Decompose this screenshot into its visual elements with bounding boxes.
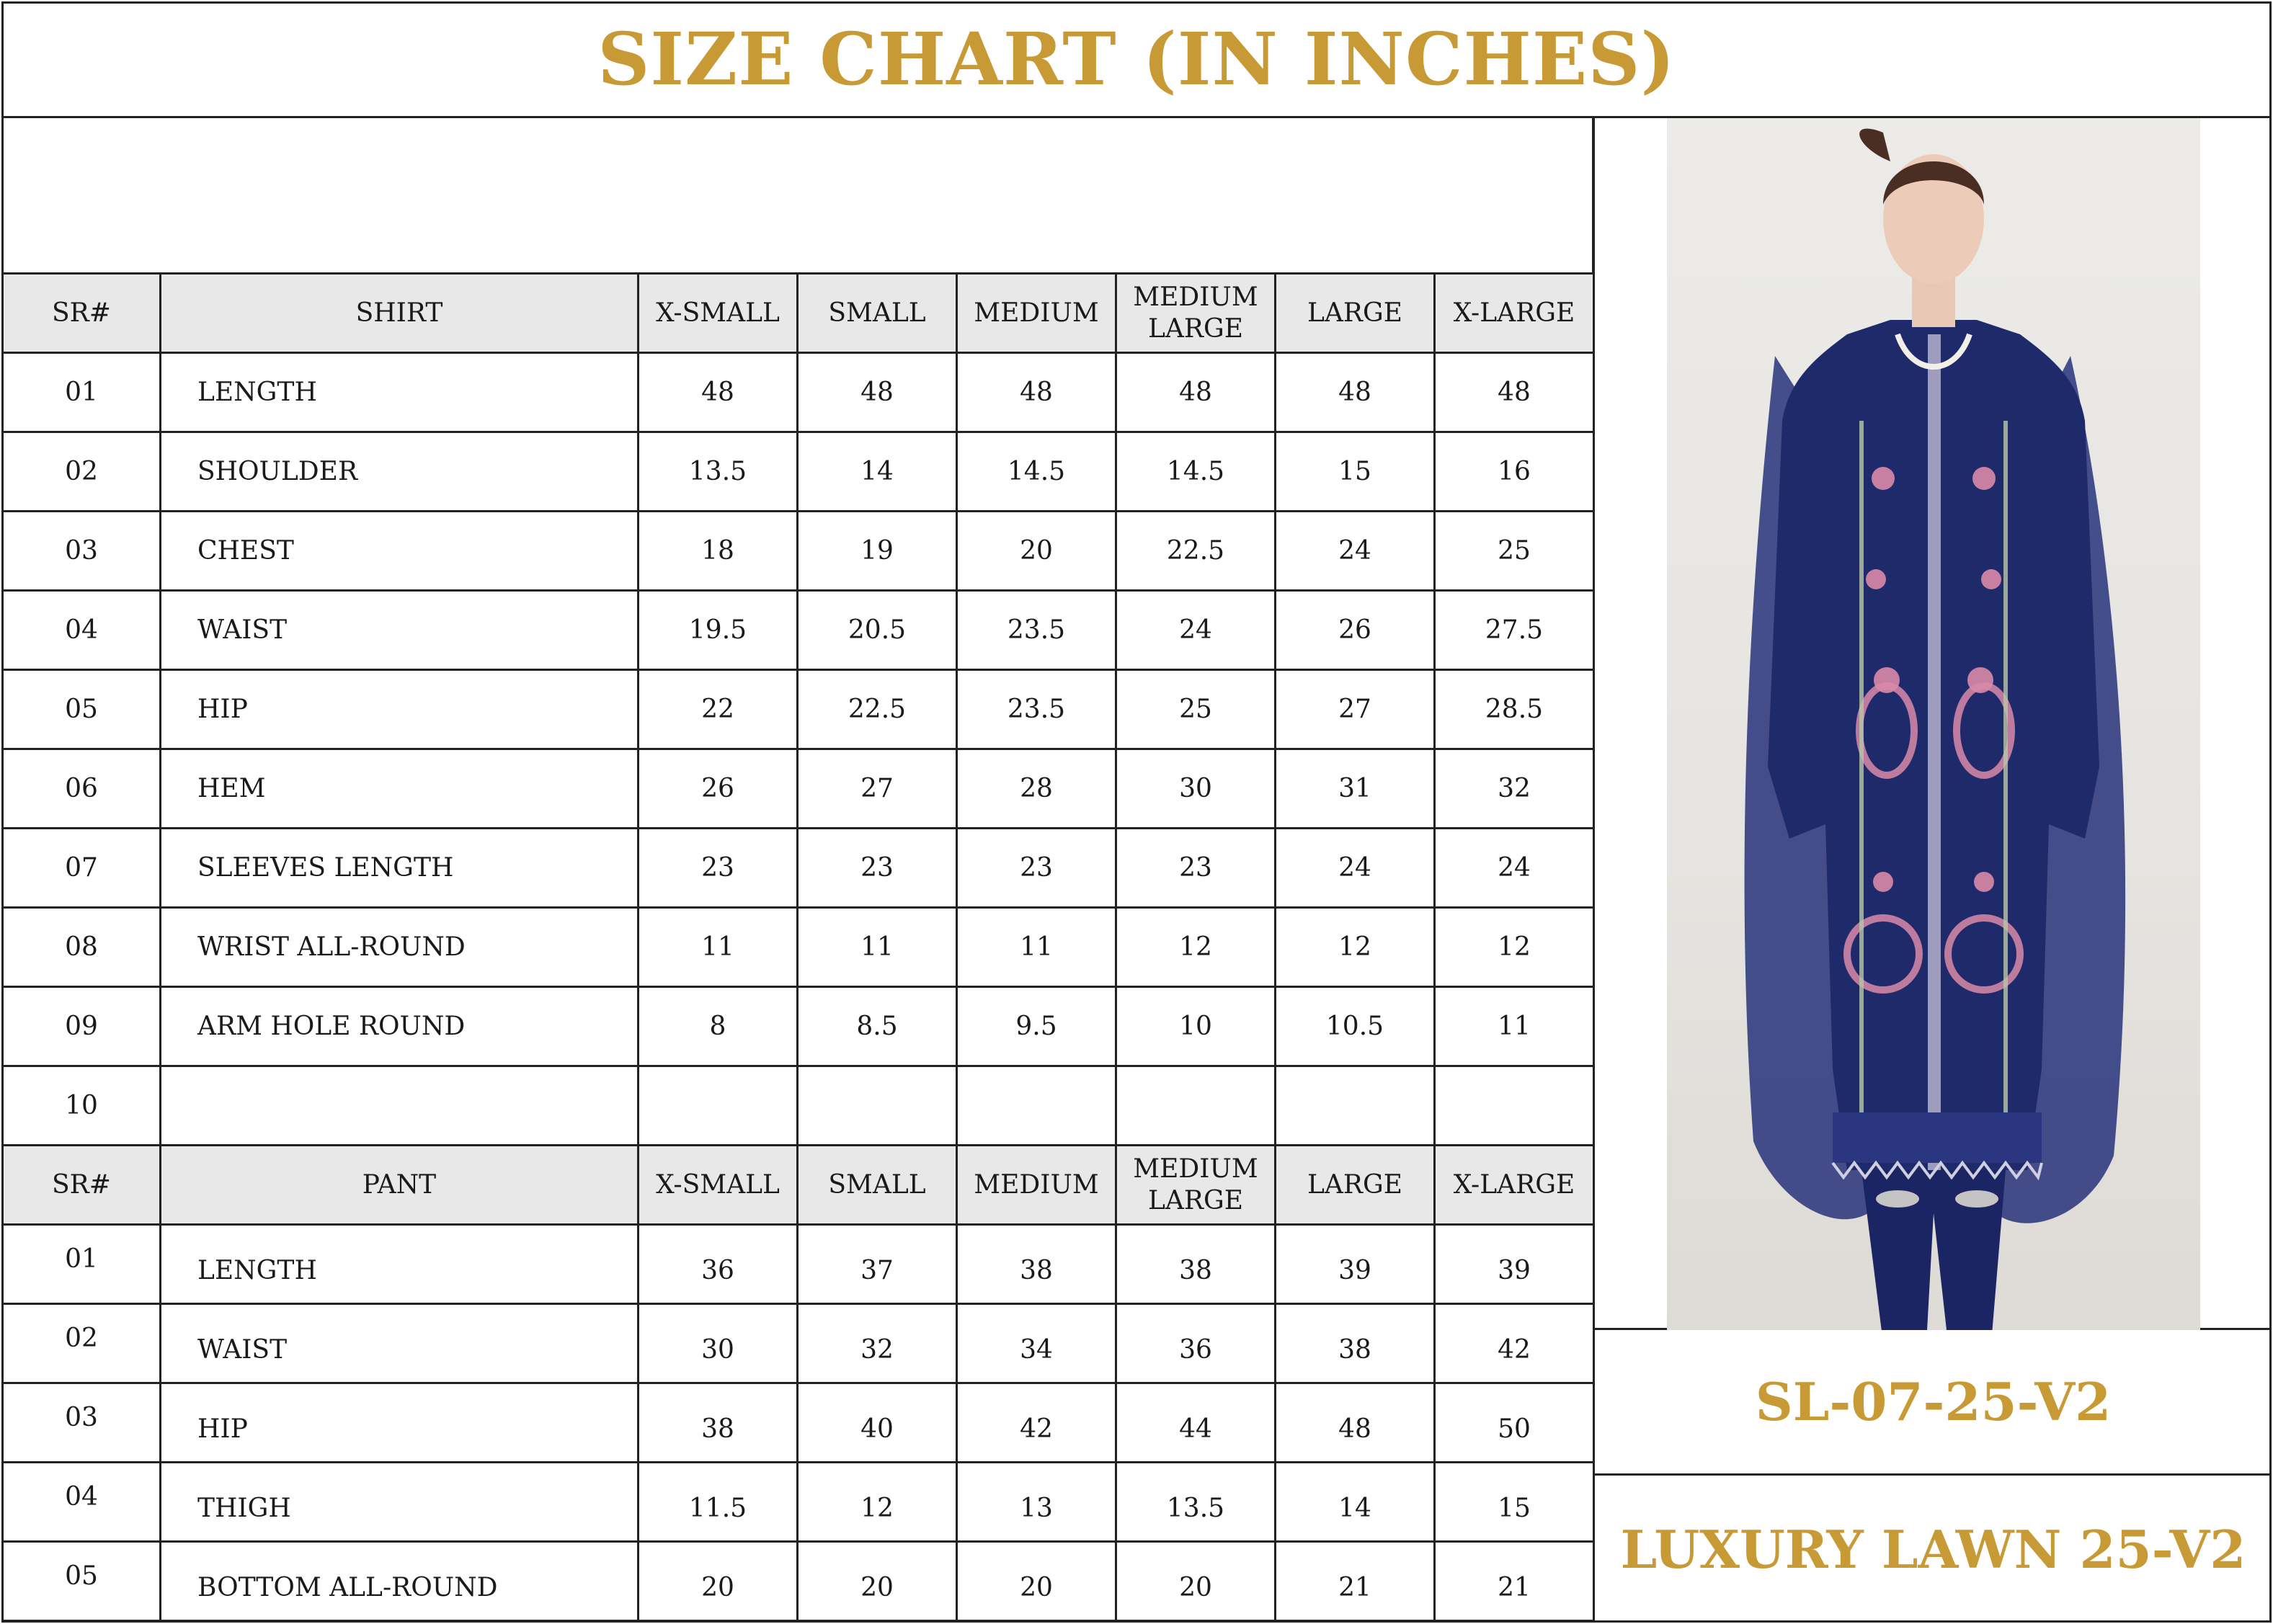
- size-value: 26: [1275, 591, 1434, 670]
- size-value: 48: [1275, 1383, 1434, 1463]
- size-value: 8.5: [797, 987, 956, 1066]
- size-value: 24: [1275, 829, 1434, 908]
- size-value: 34: [956, 1304, 1116, 1383]
- size-value: 27: [797, 749, 956, 829]
- size-value: [1434, 1066, 1593, 1146]
- size-value: 39: [1434, 1225, 1593, 1304]
- size-value: 9.5: [956, 987, 1116, 1066]
- size-value: 42: [1434, 1304, 1593, 1383]
- size-value: 18: [638, 512, 797, 591]
- header-medium-large: MEDIUM LARGE: [1116, 1146, 1275, 1225]
- size-value: 19: [797, 512, 956, 591]
- size-value: 32: [797, 1304, 956, 1383]
- size-value: 20: [797, 1542, 956, 1621]
- size-value: 14: [797, 432, 956, 512]
- measurement-label: HEM: [160, 749, 638, 829]
- header-large: LARGE: [1275, 274, 1434, 353]
- size-value: 48: [1434, 353, 1593, 432]
- sr-number: 06: [3, 749, 161, 829]
- size-value: 38: [1275, 1304, 1434, 1383]
- measurement-label: ARM HOLE ROUND: [160, 987, 638, 1066]
- size-value: 42: [956, 1383, 1116, 1463]
- size-value: 20: [956, 512, 1116, 591]
- size-value: 15: [1275, 432, 1434, 512]
- pant-section: [3, 1146, 1594, 1621]
- size-value: 30: [638, 1304, 797, 1383]
- size-value: 12: [1434, 908, 1593, 987]
- header-large: LARGE: [1275, 1146, 1434, 1225]
- size-value: 50: [1434, 1383, 1593, 1463]
- size-value: 24: [1275, 512, 1434, 591]
- size-value: 20: [956, 1542, 1116, 1621]
- sr-number: 05: [3, 1542, 161, 1621]
- measurement-label: SHOULDER: [160, 432, 638, 512]
- size-value: 23.5: [956, 591, 1116, 670]
- size-value: 12: [797, 1463, 956, 1542]
- measurement-label: WRIST ALL-ROUND: [160, 908, 638, 987]
- pant-row: [3, 1304, 1594, 1383]
- size-value: [1116, 1066, 1275, 1146]
- blank-header-area: [1, 118, 1594, 273]
- size-value: 14.5: [1116, 432, 1275, 512]
- size-value: 10: [1116, 987, 1275, 1066]
- size-value: 16: [1434, 432, 1593, 512]
- size-value: 14: [1275, 1463, 1434, 1542]
- size-value: 25: [1434, 512, 1593, 591]
- size-value: 23.5: [956, 670, 1116, 749]
- size-value: 11.5: [638, 1463, 797, 1542]
- size-value: 19.5: [638, 591, 797, 670]
- size-value: 11: [956, 908, 1116, 987]
- shirt-row: [3, 749, 1594, 829]
- measurement-label: LENGTH: [160, 353, 638, 432]
- shirt-row: [3, 432, 1594, 512]
- size-value: 11: [1434, 987, 1593, 1066]
- header-sr: SR#: [3, 1146, 161, 1225]
- size-value: 48: [797, 353, 956, 432]
- size-value: 14.5: [956, 432, 1116, 512]
- sr-number: 09: [3, 987, 161, 1066]
- size-value: 48: [1116, 353, 1275, 432]
- product-code: SL-07-25-V2: [1755, 1371, 2112, 1432]
- shirt-section: [3, 274, 1594, 1146]
- size-value: [1275, 1066, 1434, 1146]
- size-value: 38: [956, 1225, 1116, 1304]
- size-value: 10.5: [1275, 987, 1434, 1066]
- size-value: 23: [638, 829, 797, 908]
- size-value: 15: [1434, 1463, 1593, 1542]
- pant-row: [3, 1383, 1594, 1463]
- size-value: 22.5: [1116, 512, 1275, 591]
- size-value: 37: [797, 1225, 956, 1304]
- size-value: 8: [638, 987, 797, 1066]
- measurement-label: HIP: [160, 1383, 638, 1463]
- sr-number: 02: [3, 1304, 161, 1383]
- size-value: 11: [638, 908, 797, 987]
- size-value: 30: [1116, 749, 1275, 829]
- size-value: 20: [638, 1542, 797, 1621]
- pant-row: [3, 1463, 1594, 1542]
- pant-row: [3, 1542, 1594, 1621]
- size-value: 12: [1116, 908, 1275, 987]
- sr-number: 04: [3, 1463, 161, 1542]
- size-value: 48: [956, 353, 1116, 432]
- measurement-label: WAIST: [160, 1304, 638, 1383]
- measurement-label: WAIST: [160, 591, 638, 670]
- size-value: 32: [1434, 749, 1593, 829]
- collection-name: LUXURY LAWN 25-V2: [1620, 1518, 2246, 1580]
- size-value: 22: [638, 670, 797, 749]
- shirt-row: [3, 353, 1594, 432]
- size-value: 20: [1116, 1542, 1275, 1621]
- measurement-label: LENGTH: [160, 1225, 638, 1304]
- measurement-label: HIP: [160, 670, 638, 749]
- size-value: 28.5: [1434, 670, 1593, 749]
- header-sr: SR#: [3, 274, 161, 353]
- size-value: 12: [1275, 908, 1434, 987]
- size-value: 26: [638, 749, 797, 829]
- header-x-small: X-SMALL: [638, 274, 797, 353]
- size-value: [797, 1066, 956, 1146]
- size-value: 13.5: [638, 432, 797, 512]
- shirt-row: [3, 829, 1594, 908]
- header-small: SMALL: [797, 1146, 956, 1225]
- sr-number: 01: [3, 1225, 161, 1304]
- size-value: 28: [956, 749, 1116, 829]
- page-title: SIZE CHART (IN INCHES): [597, 16, 1676, 102]
- sr-number: 01: [3, 353, 161, 432]
- header-medium-large: MEDIUM LARGE: [1116, 274, 1275, 353]
- measurement-label: BOTTOM ALL-ROUND: [160, 1542, 638, 1621]
- size-value: 44: [1116, 1383, 1275, 1463]
- header-shirt: SHIRT: [160, 274, 638, 353]
- product-photo: [1667, 118, 2200, 1330]
- shirt-row: [3, 1066, 1594, 1146]
- sr-number: 02: [3, 432, 161, 512]
- size-value: 48: [1275, 353, 1434, 432]
- sr-number: 04: [3, 591, 161, 670]
- shirt-header-row: [3, 274, 1594, 353]
- photo-cell: [1593, 118, 2272, 1330]
- header-x-large: X-LARGE: [1434, 1146, 1593, 1225]
- size-value: [638, 1066, 797, 1146]
- title-bar: [1, 1, 2272, 118]
- size-value: 24: [1434, 829, 1593, 908]
- measurement-label: [160, 1066, 638, 1146]
- measurement-label: THIGH: [160, 1463, 638, 1542]
- size-value: 23: [1116, 829, 1275, 908]
- size-value: 24: [1116, 591, 1275, 670]
- size-value: 20.5: [797, 591, 956, 670]
- size-value: 22.5: [797, 670, 956, 749]
- sr-number: 03: [3, 1383, 161, 1463]
- sr-number: 08: [3, 908, 161, 987]
- size-value: 48: [638, 353, 797, 432]
- shirt-row: [3, 987, 1594, 1066]
- shirt-row: [3, 908, 1594, 987]
- size-value: 21: [1434, 1542, 1593, 1621]
- model-illustration: [1667, 118, 2200, 1330]
- product-code-cell: [1593, 1330, 2272, 1476]
- size-value: 25: [1116, 670, 1275, 749]
- size-value: 13: [956, 1463, 1116, 1542]
- size-value: 11: [797, 908, 956, 987]
- size-value: 31: [1275, 749, 1434, 829]
- shirt-row: [3, 591, 1594, 670]
- size-value: 39: [1275, 1225, 1434, 1304]
- collection-cell: [1593, 1476, 2272, 1623]
- sr-number: 07: [3, 829, 161, 908]
- header-medium: MEDIUM: [956, 1146, 1116, 1225]
- shirt-row: [3, 512, 1594, 591]
- header-small: SMALL: [797, 274, 956, 353]
- size-value: 13.5: [1116, 1463, 1275, 1542]
- size-value: 23: [956, 829, 1116, 908]
- size-value: [956, 1066, 1116, 1146]
- size-value: 36: [638, 1225, 797, 1304]
- size-value: 23: [797, 829, 956, 908]
- sr-number: 03: [3, 512, 161, 591]
- size-value: 27.5: [1434, 591, 1593, 670]
- size-value: 38: [1116, 1225, 1275, 1304]
- header-pant: PANT: [160, 1146, 638, 1225]
- measurement-label: CHEST: [160, 512, 638, 591]
- sr-number: 10: [3, 1066, 161, 1146]
- size-value: 38: [638, 1383, 797, 1463]
- header-x-large: X-LARGE: [1434, 274, 1593, 353]
- size-value: 21: [1275, 1542, 1434, 1621]
- size-value: 36: [1116, 1304, 1275, 1383]
- size-value: 40: [797, 1383, 956, 1463]
- header-x-small: X-SMALL: [638, 1146, 797, 1225]
- measurement-label: SLEEVES LENGTH: [160, 829, 638, 908]
- pant-header-row: [3, 1146, 1594, 1225]
- size-chart-table: [1, 272, 1595, 1622]
- sr-number: 05: [3, 670, 161, 749]
- shirt-row: [3, 670, 1594, 749]
- pant-row: [3, 1225, 1594, 1304]
- header-medium: MEDIUM: [956, 274, 1116, 353]
- size-value: 27: [1275, 670, 1434, 749]
